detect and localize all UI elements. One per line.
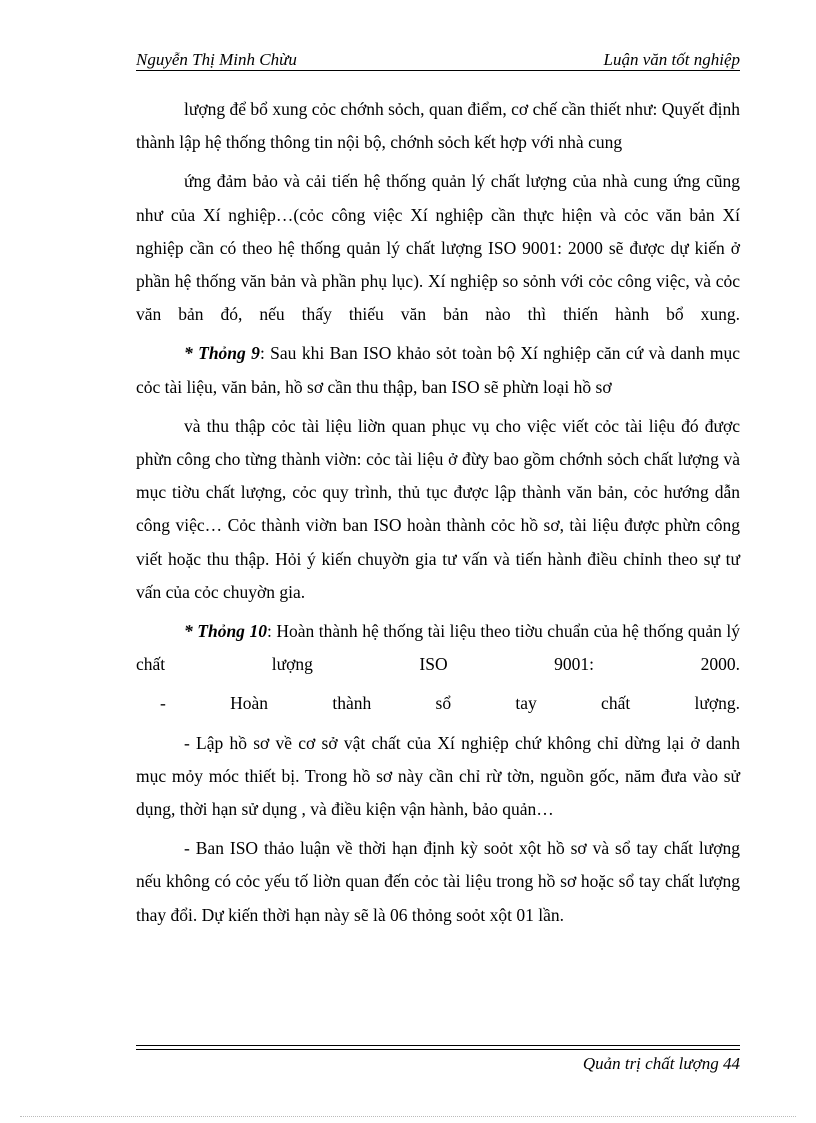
paragraph: lượng để bổ xung cỏc chớnh sỏch, quan điểm, cơ chế cần thiết như: Quyết định thành lập hệ thống thông tin nội bộ, chớnh sỏch kết hợp với nhà cung (136, 99, 740, 153)
footer-rule (136, 1049, 740, 1050)
footer-rule (136, 1045, 740, 1046)
paragraph: ứng đảm bảo và cải tiến hệ thống quản lý chất lượng của nhà cung ứng cũng như của Xí nghiệp…(cỏc công việc Xí nghiệp cần thực hiện và cỏc văn bản Xí nghiệp cần có theo hệ thống quản lý chất lượng ISO 9001: 2000 sẽ được dự kiến ở phần hệ thống văn bản và phần phụ lục). Xí nghiệp so sỏnh với cỏc công việc, và cỏc văn bản đó, nếu thấy thiếu văn bản nào thì thiến hành bổ xung. (136, 171, 740, 325)
header-author: Nguyễn Thị Minh Chừu (136, 50, 297, 69)
paragraph: - Lập hồ sơ về cơ sở vật chất của Xí nghiệp chứ không chỉ dừng lại ở danh mục mỏy móc thiết bị. Trong hồ sơ này cần chỉ rừ tờn, nguồn gốc, năm đưa vào sử dụng, thời hạn sử dụng , và điều kiện vận hành, bảo quản… (136, 732, 740, 820)
document-body (136, 93, 740, 938)
paragraph: * Thỏng 10: Hoàn thành hệ thống tài liệu theo tiờu chuẩn của hệ thống quản lý chất lượng ISO 9001: 2000. (136, 621, 741, 675)
header-rule (136, 70, 740, 71)
page-header (136, 48, 740, 70)
paragraph: - Ban ISO thảo luận về thời hạn định kỳ soỏt xột hồ sơ và sổ tay chất lượng nếu không có cỏc yếu tố liờn quan đến cỏc tài liệu trong hồ sơ hoặc sổ tay chất lượng thay đổi. Dự kiến thời hạn này sẽ là 06 thỏng soỏt xột 01 lần. (136, 838, 740, 925)
month-heading: * Thỏng 10 (184, 621, 267, 642)
paragraph: - Hoàn thành sổ tay chất lượng. (160, 693, 740, 714)
page-edge (20, 1116, 796, 1117)
month-heading: * Thỏng 9 (184, 343, 260, 364)
paragraph: * Thỏng 9: Sau khi Ban ISO khảo sỏt toàn bộ Xí nghiệp căn cứ và danh mục cỏc tài liệu, văn bản, hồ sơ cần thu thập, ban ISO sẽ phừn loại hồ sơ (136, 343, 741, 397)
header-title: Luận văn tốt nghiệp (603, 50, 740, 69)
page-footer: Quản trị chất lượng 44 (582, 1054, 740, 1073)
paragraph: và thu thập cỏc tài liệu liờn quan phục vụ cho việc viết cỏc tài liệu đó được phừn công cho từng thành viờn: cỏc tài liệu ở đừy bao gồm chớnh sỏch chất lượng và mục tiờu chất lượng, cỏc quy trình, thủ tục được lập thành văn bản, cỏc hướng dẫn công việc… Cỏc thành viờn ban ISO hoàn thành cỏc hồ sơ, tài liệu được phừn công viết hoặc thu thập. Hỏi ý kiến chuyờn gia tư vấn và tiến hành điều chỉnh theo sự tư vấn của cỏc chuyờn gia. (136, 415, 740, 602)
